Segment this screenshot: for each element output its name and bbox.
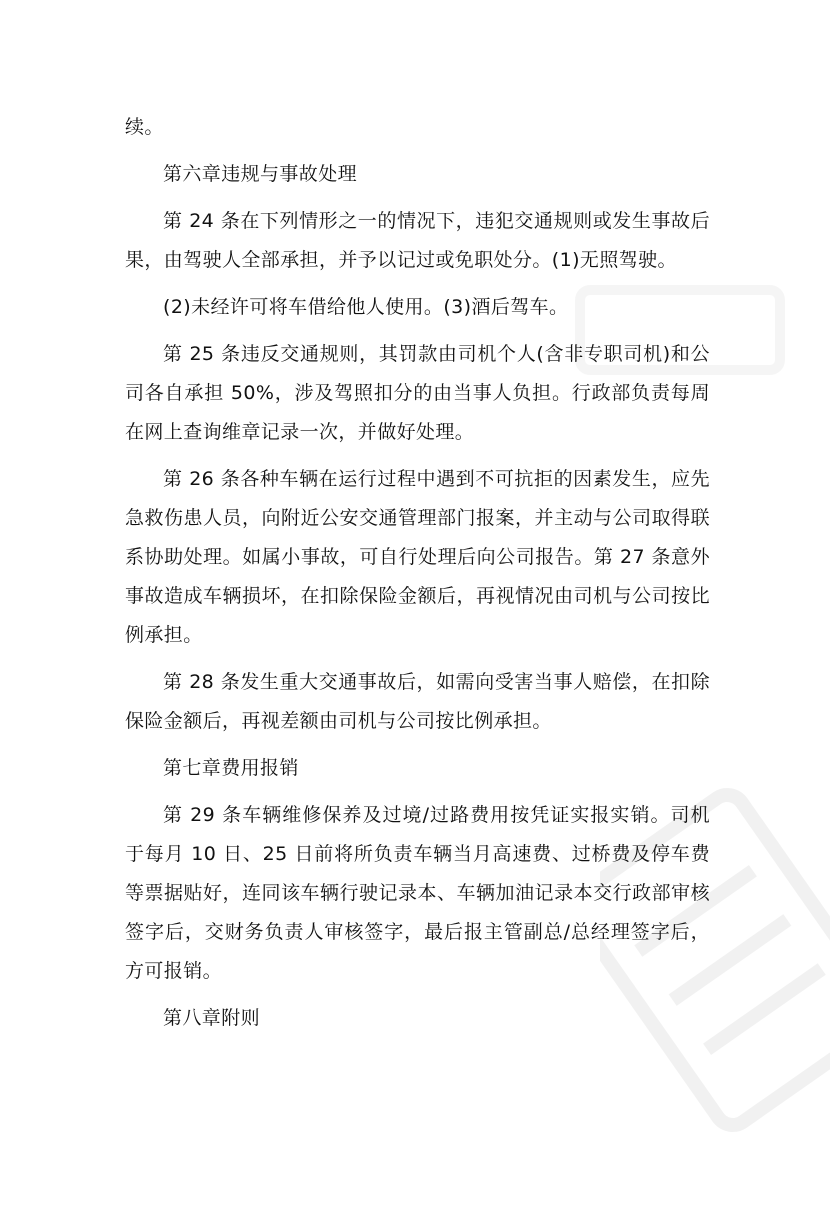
- continuation-text: 续。: [125, 116, 164, 138]
- chapter-6-heading: 第六章违规与事故处理: [163, 163, 358, 185]
- article-26-27: 第 26 条各种车辆在运行过程中遇到不可抗拒的因素发生，应先急救伤患人员，向附近公安交通管理部门报案，并主动与公司取得联系协助处理。如属小事故，可自行处理后向公司报告。第 27 条意外事故造成车辆损坏，在扣除保险金额后，再视情况由司机与公司按比例承担。: [125, 468, 710, 646]
- chapter-7-heading: 第七章费用报销: [163, 757, 299, 779]
- article-28: 第 28 条发生重大交通事故后，如需向受害当事人赔偿，在扣除保险金额后，再视差额由司机与公司按比例承担。: [125, 671, 710, 732]
- article-24-items: (2)未经许可将车借给他人使用。(3)酒后驾车。: [163, 296, 569, 318]
- article-29: 第 29 条车辆维修保养及过境/过路费用按凭证实报实销。司机于每月 10 日、25 日前将所负责车辆当月高速费、过桥费及停车费等票据贴好，连同该车辆行驶记录本、车辆加油记录本交行政部审核签字后，交财务负责人审核签字，最后报主管副总/总经理签字后，方可报销。: [125, 804, 710, 982]
- article-24: 第 24 条在下列情形之一的情况下，违犯交通规则或发生事故后果，由驾驶人全部承担，并予以记过或免职处分。(1)无照驾驶。: [125, 210, 710, 271]
- article-25: 第 25 条违反交通规则，其罚款由司机个人(含非专职司机)和公司各自承担 50%，涉及驾照扣分的由当事人负担。行政部负责每周在网上查询维章记录一次，并做好处理。: [125, 343, 710, 443]
- chapter-8-heading: 第八章附则: [163, 1007, 261, 1029]
- document-body: [125, 108, 710, 1038]
